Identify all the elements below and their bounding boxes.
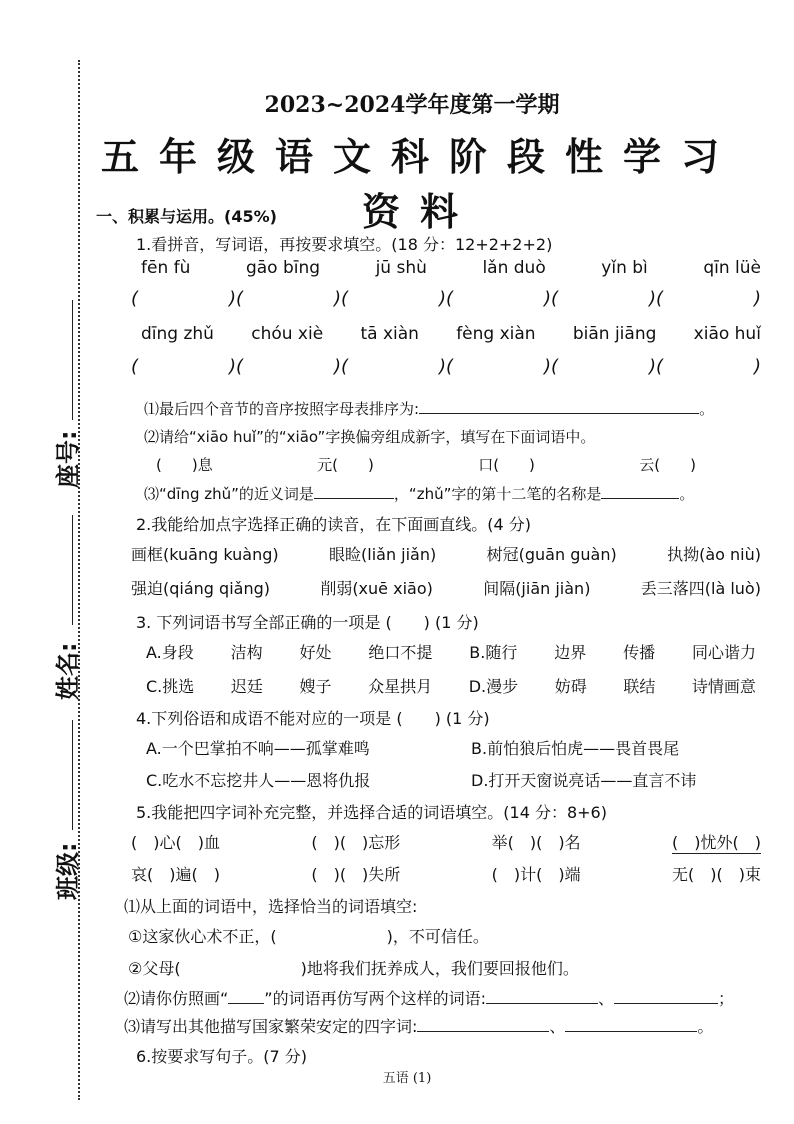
q1-sub3 — [144, 483, 694, 504]
q5-idiom[interactable]: ( )计( )端 — [491, 865, 581, 884]
q5-sub2-blank-a[interactable] — [486, 990, 598, 1004]
q1-sub3-blank-b[interactable] — [601, 485, 679, 499]
q1-sub2: ⑵请给“xiāo huǐ”的“xiāo”字换偏旁组成新字，填写在下面词语中。 — [144, 428, 596, 446]
q6-title: 6.按要求写句子。(7 分) — [136, 1047, 308, 1066]
section1-title: 一、积累与运用。(45%) — [96, 207, 277, 226]
q3-word: 传播 — [623, 643, 656, 662]
q4-option-d[interactable]: D.打开天窗说亮话——直言不讳 — [471, 771, 697, 790]
q5-sub3-text: ⑶请写出其他描写国家繁荣安定的四字词: — [124, 1017, 418, 1036]
q3-word: 诗情画意 — [691, 677, 756, 696]
q3-word: 同心谐力 — [691, 643, 756, 662]
q5-sub1-a-end: )，不可信任。 — [386, 927, 489, 946]
answer-box[interactable]: ( ) — [551, 288, 656, 309]
q3-word: 妨碍 — [554, 677, 587, 696]
pinyin: dīng zhǔ — [141, 324, 214, 344]
q3-word: 边界 — [554, 643, 587, 662]
q3-word: 嫂子 — [299, 677, 332, 696]
q3-row1 — [146, 640, 756, 663]
pinyin: biān jiāng — [572, 324, 657, 344]
q5-idiom[interactable]: 举( )( )名 — [491, 833, 581, 852]
pinyin: qīn lüè — [703, 258, 761, 278]
answer-box[interactable]: ( ) — [656, 288, 761, 309]
q3-option-d[interactable]: D.漫步 — [468, 677, 519, 696]
q5-idiom[interactable]: 哀( )遍( ) — [131, 865, 220, 884]
q5-sub1-a-text: ①这家伙心术不正，( — [128, 927, 277, 946]
q1-pinyin-row2 — [141, 324, 761, 344]
q2-row2 — [131, 576, 761, 599]
name-line — [72, 515, 73, 625]
q5-sub1-b-text: ②父母( — [128, 959, 181, 978]
answer-box[interactable]: ( ) — [131, 288, 236, 309]
q5-idiom[interactable]: ( )心( )血 — [131, 833, 220, 852]
q3-word: 洁构 — [230, 643, 263, 662]
q1-sub2-item[interactable]: 口( ) — [478, 456, 535, 474]
q3-option-b[interactable]: B.随行 — [469, 643, 518, 662]
q2-title: 2.我能给加点字选择正确的读音，在下面画直线。(4 分) — [136, 515, 532, 534]
q3-word: 好处 — [299, 643, 332, 662]
answer-box[interactable]: ( ) — [446, 356, 551, 377]
page-footer: 五语 (1) — [382, 1071, 432, 1086]
q5-idiom[interactable]: ( )( )失所 — [311, 865, 401, 884]
header-title: 五年级语文科阶段性学习资料 — [100, 134, 739, 234]
q1-pinyin-row1 — [141, 258, 761, 278]
class-line — [72, 720, 73, 830]
q5-sub2-blank-b[interactable] — [614, 990, 718, 1004]
q2-item[interactable]: 丢三落四(là luò) — [640, 579, 761, 598]
q5-sub3-end: 。 — [697, 1017, 714, 1036]
q3-option-a[interactable]: A.身段 — [146, 643, 194, 662]
pinyin: fèng xiàn — [456, 324, 536, 344]
seat-line — [72, 300, 73, 420]
q5-sub3-blank-b[interactable] — [565, 1018, 697, 1032]
pinyin: fēn fù — [141, 258, 191, 278]
q5-sub3-blank-a[interactable] — [417, 1018, 549, 1032]
pinyin: lǎn duò — [482, 258, 546, 278]
class-label: 班级: — [54, 842, 82, 900]
seat-label: 座号: — [54, 430, 82, 488]
q5-sub2-end: ； — [718, 989, 735, 1008]
q4-option-c[interactable]: C.吃水不忘挖井人——恩将仇报 — [146, 771, 371, 790]
q3-word: 绝口不提 — [368, 643, 433, 662]
q5-idiom-underlined[interactable]: ( )忧外( ) — [672, 830, 761, 854]
q5-sub2-mid: ”的词语再仿写两个这样的词语: — [264, 989, 486, 1008]
q5-sub1-b — [128, 956, 579, 979]
answer-box[interactable]: ( ) — [446, 288, 551, 309]
q2-item[interactable]: 间隔(jiān jiàn) — [483, 579, 591, 598]
q3-title: 3. 下列词语书写全部正确的一项是 ( ) (1 分) — [136, 613, 479, 632]
q1-sub1-text: ⑴最后四个音节的音序按照字母表排序为: — [144, 400, 420, 418]
answer-box[interactable]: ( ) — [131, 356, 236, 377]
q3-row2 — [146, 674, 756, 697]
q5-idiom[interactable]: 无( )( )束 — [671, 865, 761, 884]
q1-sub1-blank[interactable] — [419, 400, 699, 414]
q1-sub3-text-b: ，“zhǔ”字的第十二笔的名称是 — [393, 485, 602, 503]
q1-answer-row2 — [131, 356, 761, 377]
q2-row1 — [131, 542, 761, 565]
q1-sub3-text-a: ⑶“dīng zhǔ”的近义词是 — [144, 485, 314, 503]
q1-sub2-item[interactable]: 元( ) — [317, 456, 374, 474]
q5-sub1-a — [128, 924, 489, 947]
q5-sub3 — [124, 1014, 713, 1037]
q3-word: 迟廷 — [230, 677, 263, 696]
q2-item[interactable]: 削弱(xuē xiāo) — [320, 579, 433, 598]
q2-item[interactable]: 执拗(ào niù) — [667, 545, 761, 564]
q5-sub3-sep: 、 — [549, 1017, 566, 1036]
answer-box[interactable]: ( ) — [551, 356, 656, 377]
q1-sub1-end: 。 — [699, 400, 715, 418]
q2-item[interactable]: 画框(kuāng kuàng) — [131, 545, 279, 564]
q1-sub1 — [144, 398, 714, 419]
q5-row2 — [131, 862, 761, 885]
q1-title: 1.看拼音，写词语，再按要求填空。(18 分：12+2+2+2) — [136, 235, 553, 254]
q1-sub3-end: 。 — [679, 485, 695, 503]
q5-sub2-sep: 、 — [597, 989, 614, 1008]
answer-box[interactable]: ( ) — [236, 356, 341, 377]
q1-answer-row1 — [131, 288, 761, 309]
answer-box[interactable]: ( ) — [656, 356, 761, 377]
q5-title: 5.我能把四字词补充完整，并选择合适的词语填空。(14 分：8+6) — [136, 803, 607, 822]
q2-item[interactable]: 眼睑(liǎn jiǎn) — [329, 545, 437, 564]
answer-box[interactable]: ( ) — [236, 288, 341, 309]
q2-item[interactable]: 树冠(guān guàn) — [486, 545, 617, 564]
header-year: 2023~2024学年度第一学期 — [264, 92, 560, 118]
pinyin: jū shù — [375, 258, 427, 278]
q5-row1 — [131, 830, 761, 854]
q5-sub1-b-end: )地将我们抚养成人，我们要回报他们。 — [300, 959, 579, 978]
q3-word: 联结 — [623, 677, 656, 696]
q1-sub3-blank-a[interactable] — [314, 485, 394, 499]
q5-sub2-text: ⑵请你仿照画“ — [124, 989, 229, 1008]
pinyin: gāo bīng — [245, 258, 321, 278]
q4-option-b[interactable]: B.前怕狼后怕虎——畏首畏尾 — [471, 739, 680, 758]
answer-box[interactable]: ( ) — [341, 288, 446, 309]
name-label: 姓名: — [54, 642, 82, 700]
q5-sub1: ⑴从上面的词语中，选择恰当的词语填空: — [124, 897, 418, 916]
pinyin: xiāo huǐ — [693, 324, 761, 344]
q5-sub2 — [124, 986, 734, 1009]
q5-sub2-sample — [228, 990, 264, 1004]
q4-option-a[interactable]: A.一个巴掌拍不响——孤掌难鸣 — [146, 739, 370, 758]
q1-sub2-item[interactable]: 云( ) — [639, 456, 696, 474]
binding-dotted-line — [78, 60, 80, 1100]
q2-item[interactable]: 强迫(qiáng qiǎng) — [131, 579, 270, 598]
pinyin: tā xiàn — [360, 324, 419, 344]
q4-title: 4.下列俗语和成语不能对应的一项是 ( ) (1 分) — [136, 709, 490, 728]
q3-option-c[interactable]: C.挑选 — [146, 677, 195, 696]
pinyin: chóu xiè — [251, 324, 324, 344]
q3-word: 众星拱月 — [368, 677, 433, 696]
answer-box[interactable]: ( ) — [341, 356, 446, 377]
q1-sub2-item[interactable]: ( )息 — [156, 456, 213, 474]
q5-idiom[interactable]: ( )( )忘形 — [311, 833, 401, 852]
pinyin: yǐn bì — [601, 258, 648, 278]
q1-sub2-items — [156, 454, 696, 475]
